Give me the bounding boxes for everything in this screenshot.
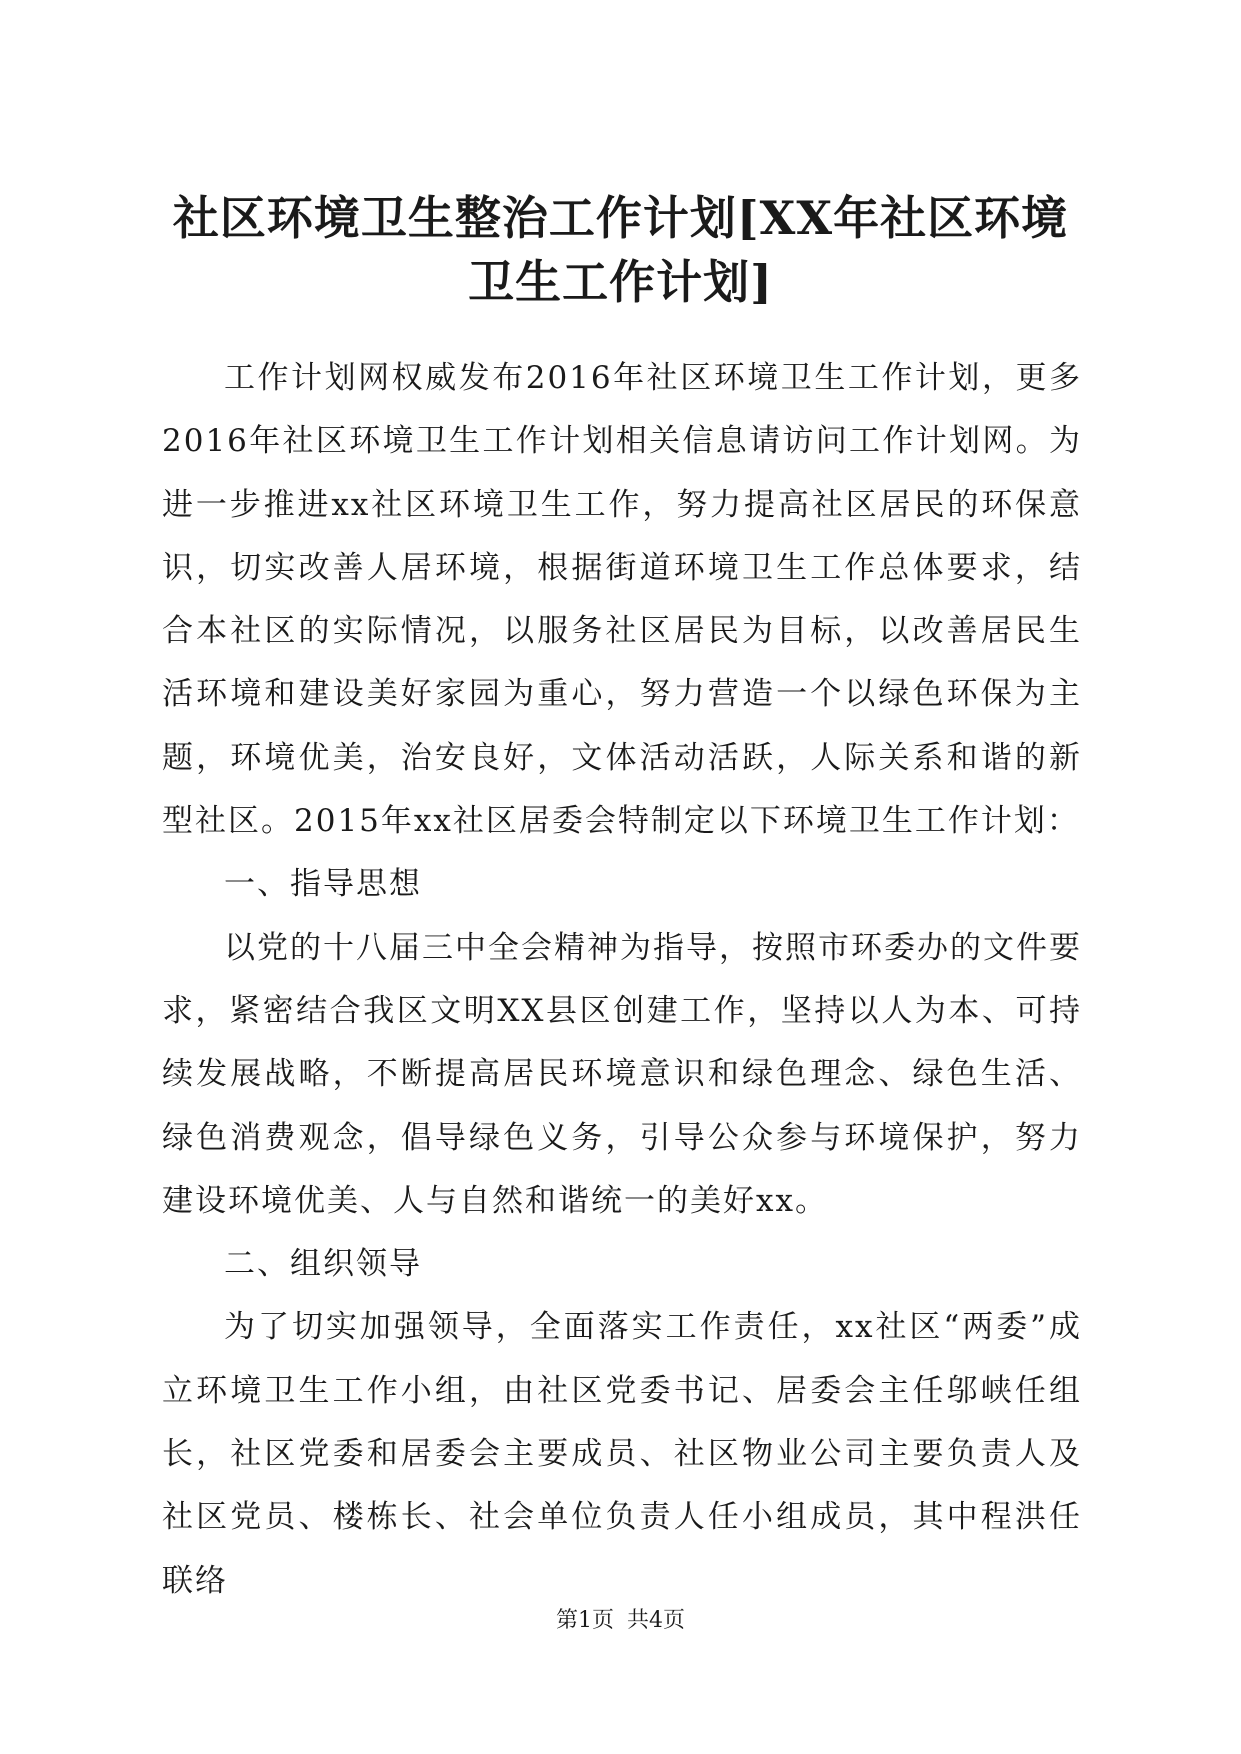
page-number: 第1页	[556, 1608, 614, 1633]
paragraph-intro: 工作计划网权威发布2016年社区环境卫生工作计划，更多2016年社区环境卫生工作计划相关信息请访问工作计划网。为进一步推进xx社区环境卫生工作，努力提高社区居民的环保意识，切实改善人居环境，根据街道环境卫生工作总体要求，结合本社区的实际情况，以服务社区居民为目标，以改善居民生活环境和建设美好家园为重心，努力营造一个以绿色环保为主题，环境优美，治安良好，文体活动活跃，人际关系和谐的新型社区。2015年xx社区居委会特制定以下环境卫生工作计划：	[162, 360, 1082, 840]
paragraph-guiding-ideology: 以党的十八届三中全会精神为指导，按照市环委办的文件要求，紧密结合我区文明XX县区创建工作，坚持以人为本、可持续发展战略，不断提高居民环境意识和绿色理念、绿色生活、绿色消费观念，倡导绿色义务，引导公众参与环境保护，努力建设环境优美、人与自然和谐统一的美好xx。	[162, 929, 1082, 1219]
section-heading-organization: 二、组织领导	[224, 1246, 422, 1283]
page-total: 共4页	[627, 1608, 685, 1633]
document-body	[162, 347, 1082, 1613]
paragraph-organization: 为了切实加强领导，全面落实工作责任，xx社区“两委”成立环境卫生工作小组，由社区党委书记、居委会主任邬峡任组长，社区党委和居委会主要成员、社区物业公司主要负责人及社区党员、楼栋长、社会单位负责人任小组成员，其中程洪任联络	[162, 1309, 1082, 1599]
page-footer	[0, 1606, 1241, 1636]
section-heading-guiding-ideology: 一、指导思想	[224, 866, 422, 903]
document-title: 社区环境卫生整治工作计划[XX年社区环境卫生工作计划]	[172, 191, 1069, 309]
